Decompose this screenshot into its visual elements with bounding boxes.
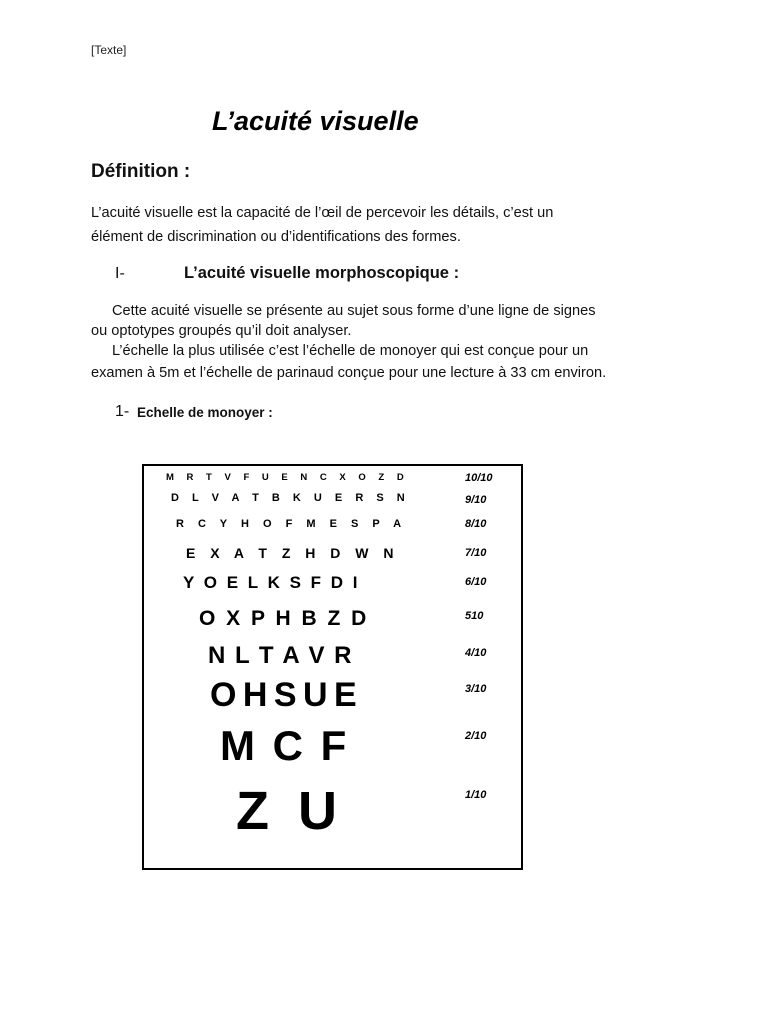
- chart-letters: D L V A T B K U E R S N: [171, 492, 405, 504]
- subsection-number: 1-: [115, 403, 130, 420]
- monoyer-chart: [142, 464, 523, 870]
- chart-acuity: 10/10: [465, 472, 493, 484]
- chart-letters: N L T A V R: [208, 642, 352, 669]
- chart-acuity: 4/10: [465, 647, 487, 659]
- chart-letters: M C F: [220, 722, 347, 769]
- chart-letters: M R T V F U E N C X O Z D: [166, 472, 404, 483]
- section-line-3: L’échelle la plus utilisée c’est l’échelle de monoyer qui est conçue pour un: [112, 343, 589, 359]
- chart-acuity: 6/10: [465, 576, 487, 588]
- section-line-1: Cette acuité visuelle se présente au sujet sous forme d’une ligne de signes: [112, 303, 596, 319]
- chart-acuity: 8/10: [465, 518, 487, 530]
- section-line-2: ou optotypes groupés qu’il doit analyser.: [91, 323, 352, 339]
- chart-letters: O H S U E: [210, 676, 357, 714]
- chart-acuity: 3/10: [465, 683, 487, 695]
- section-line-4: examen à 5m et l’échelle de parinaud conçue pour une lecture à 33 cm environ.: [91, 365, 607, 381]
- definition-heading: Définition :: [91, 161, 191, 182]
- chart-letters: R C Y H O F M E S P A: [176, 518, 402, 530]
- chart-acuity: 510: [465, 610, 484, 622]
- section-number: I-: [115, 265, 125, 282]
- chart-letters: E X A T Z H D W N: [186, 545, 394, 561]
- section-title: L’acuité visuelle morphoscopique :: [184, 264, 460, 282]
- subsection-title: Echelle de monoyer :: [137, 405, 273, 420]
- chart-acuity: 1/10: [465, 789, 487, 801]
- chart-acuity: 9/10: [465, 494, 487, 506]
- document-title: L’acuité visuelle: [212, 106, 419, 136]
- chart-letters: Z U: [236, 781, 337, 841]
- chart-letters: O X P H B Z D: [199, 607, 367, 630]
- chart-acuity: 7/10: [465, 547, 487, 559]
- definition-line-2: élément de discrimination ou d’identifications des formes.: [91, 229, 461, 245]
- header-tag: [Texte]: [91, 43, 127, 57]
- chart-letters: Y O E L K S F D I: [183, 573, 358, 592]
- chart-acuity: 2/10: [465, 730, 487, 742]
- definition-line-1: L’acuité visuelle est la capacité de l’œil de percevoir les détails, c’est un: [91, 205, 554, 221]
